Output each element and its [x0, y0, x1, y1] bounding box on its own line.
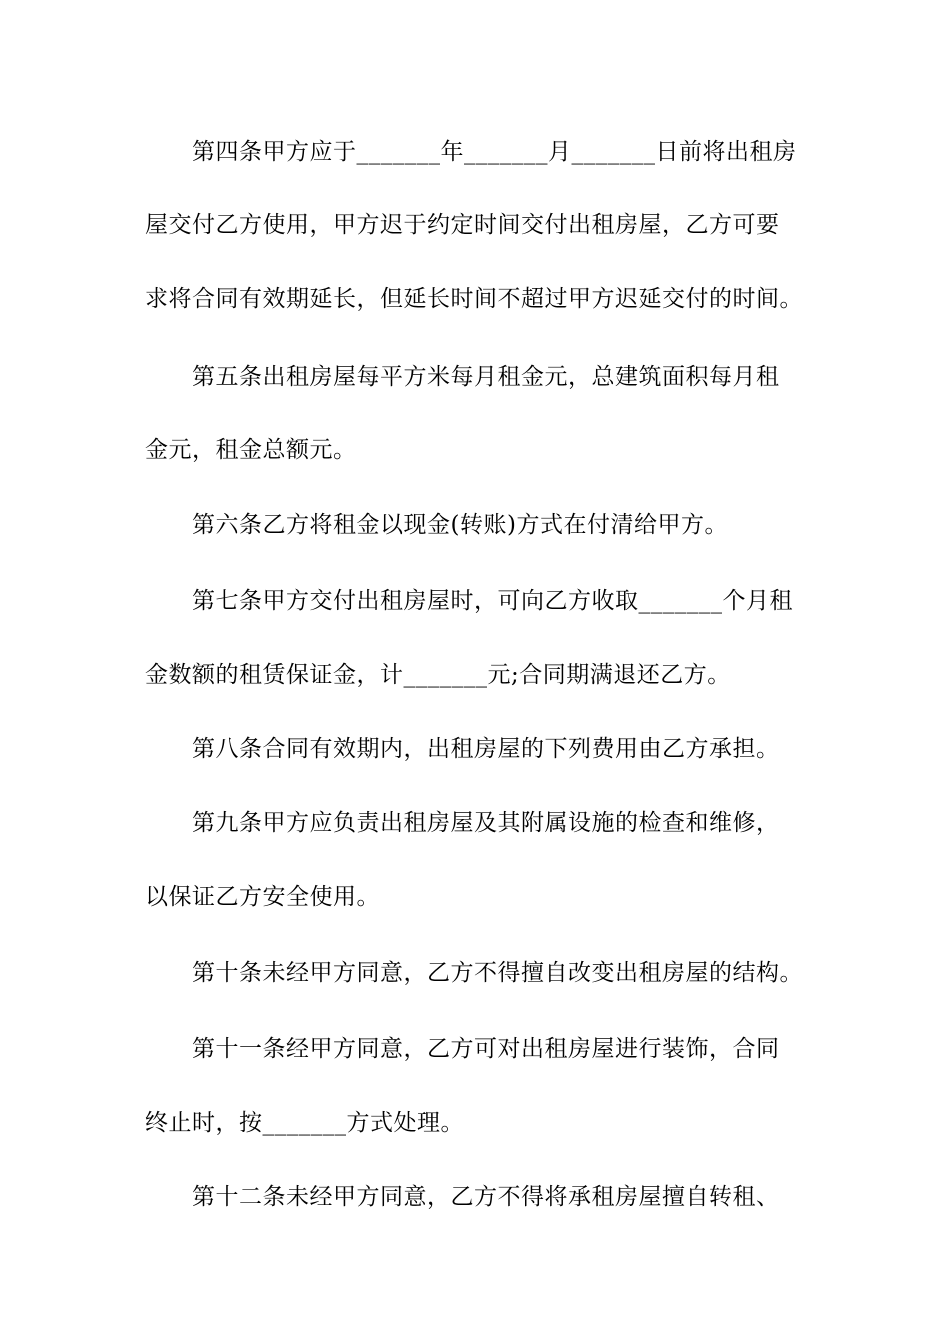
clause-11-line-1: 第十一条经甲方同意，乙方可对出租房屋进行装饰，合同 [192, 1036, 780, 1062]
clause-11-line-2: 终止时，按_______方式处理。 [145, 1110, 464, 1136]
clause-7-line-1: 第七条甲方交付出租房屋时，可向乙方收取_______个月租 [192, 588, 793, 614]
clause-7-line-2: 金数额的租赁保证金，计_______元;合同期满退还乙方。 [145, 662, 731, 688]
clause-8-line-1: 第八条合同有效期内，出租房屋的下列费用由乙方承担。 [192, 736, 780, 762]
clause-12-line-1: 第十二条未经甲方同意，乙方不得将承租房屋擅自转租、 [192, 1184, 780, 1210]
clause-4-line-2: 屋交付乙方使用，甲方迟于约定时间交付出租房屋，乙方可要 [145, 212, 780, 238]
clause-9-line-2: 以保证乙方安全使用。 [145, 884, 380, 910]
clause-9-line-1: 第九条甲方应负责出租房屋及其附属设施的检查和维修， [192, 810, 780, 836]
clause-4-line-1: 第四条甲方应于_______年_______月_______日前将出租房 [192, 139, 797, 165]
clause-10-line-1: 第十条未经甲方同意，乙方不得擅自改变出租房屋的结构。 [192, 960, 803, 986]
clause-6-line-1: 第六条乙方将租金以现金(转账)方式在付清给甲方。 [192, 512, 728, 538]
clause-5-line-1: 第五条出租房屋每平方米每月租金元，总建筑面积每月租 [192, 364, 780, 390]
clause-5-line-2: 金元，租金总额元。 [145, 437, 357, 463]
clause-4-line-3: 求将合同有效期延长，但延长时间不超过甲方迟延交付的时间。 [145, 286, 803, 312]
